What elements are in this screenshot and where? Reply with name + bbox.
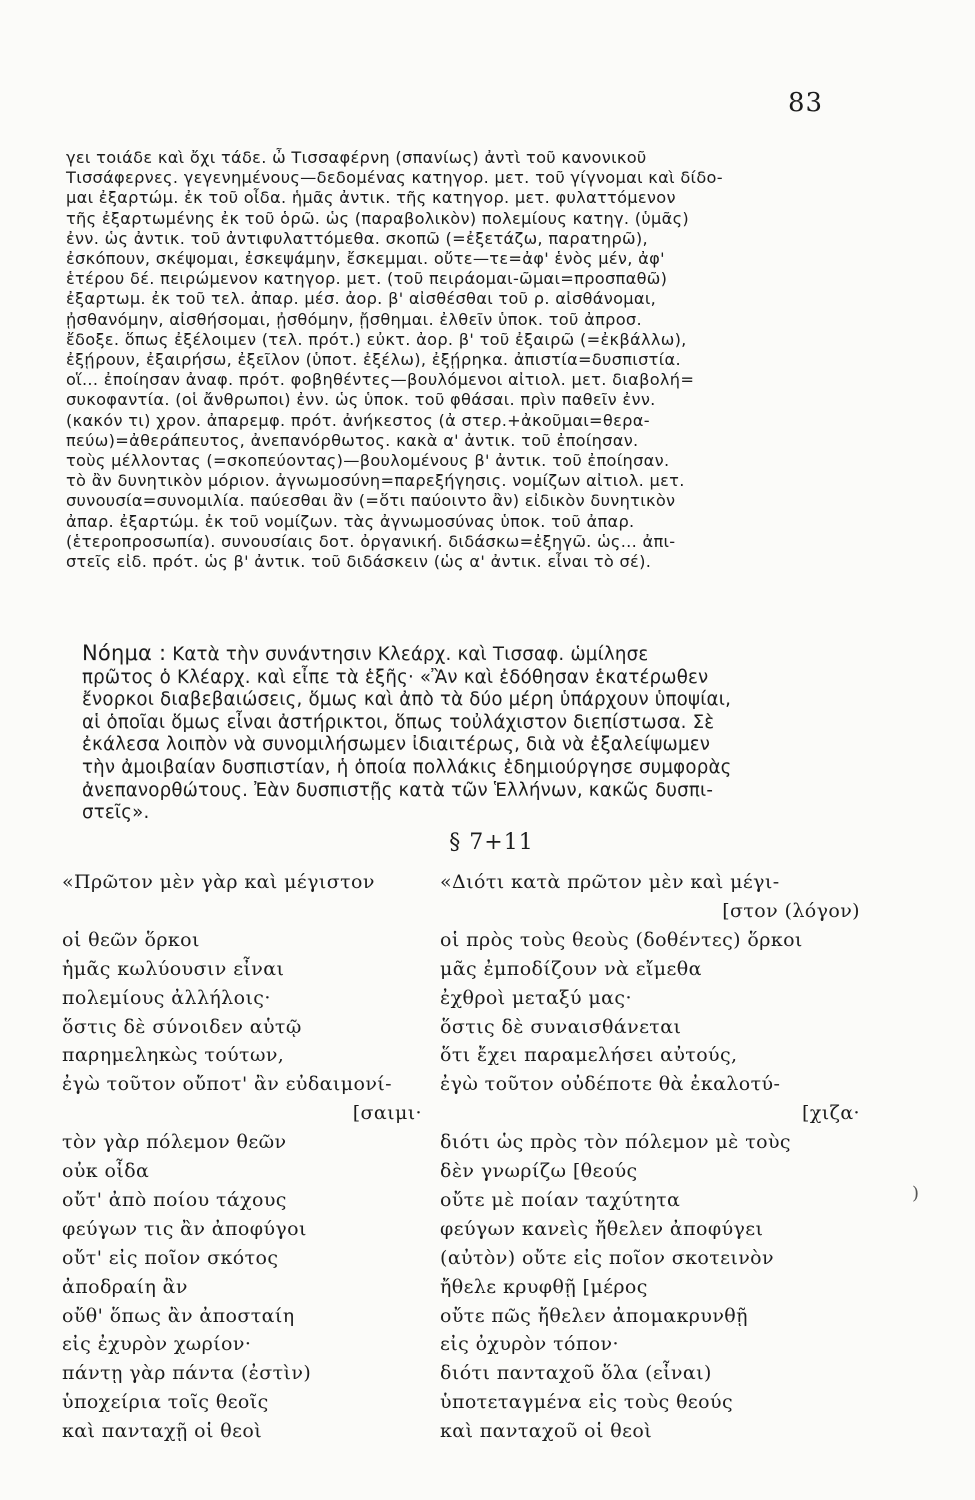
commentary-line: ἀπαρ. ἐξαρτώμ. ἐκ τοῦ νομίζων. τὰς ἀγνωμοσύνας ὑποκ. τοῦ ἀπαρ. (66, 511, 635, 531)
commentary-line: (ἑτεροπροσωπία). συνουσίαις δοτ. ὀργανική. διδάσκω=ἐξηγῶ. ὡς... ἀπι- (66, 531, 676, 551)
commentary-line: ἐξῄρουν, ἐξαιρήσω, ἐξεῖλον (ὑποτ. ἐξέλω), ἐξῄρηκα. ἀπιστία=δυσπιστία. (66, 350, 681, 370)
translation-line: (αὐτὸν) οὔτε εἰς ποῖον σκοτεινὸν (440, 1246, 774, 1269)
commentary-line: τὸ ἂν δυνητικὸν μόριον. ἀγνωμοσύνη=παρεξήγησις. νομίζων αἰτιολ. μετ. (66, 471, 685, 491)
greek-verse-line: οὔτ' ἀπὸ ποίου τάχους (62, 1188, 287, 1211)
greek-verse-line: ἀποδραίη ἂν (62, 1275, 188, 1298)
summary-line: αἱ ὁποῖαι ὅμως εἶναι ἀστήρικτοι, ὅπως τοὐλάχιστον διεπίστωσα. Σὲ (82, 711, 715, 733)
commentary-line: συνουσία=συνομιλία. παύεσθαι ἂν (=ὅτι παύοιντο ἂν) εἰδικὸν δυνητικὸν (66, 491, 676, 511)
translation-line: οὔτε πῶς ἤθελεν ἀπομακρυνθῇ (440, 1304, 748, 1327)
commentary-line: ἐξαρτωμ. ἐκ τοῦ τελ. ἀπαρ. μέσ. ἀορ. β' αἰσθέσθαι τοῦ ρ. αἰσθάνομαι, (66, 289, 657, 309)
translation-line: δὲν γνωρίζω [θεούς (440, 1160, 638, 1182)
commentary-line: τῆς ἐξαρτωμένης ἐκ τοῦ ὁρῶ. ὡς (παραβολικὸν) πολεμίους κατηγ. (ὑμᾶς) (66, 208, 690, 228)
commentary-line: ἐνν. ὡς ἀντικ. τοῦ ἀντιφυλαττόμεθα. σκοπῶ (=ἐξετάζω, παρατηρῶ), (66, 228, 648, 248)
greek-verse-line: οὔτ' εἰς ποῖον σκότος (62, 1246, 279, 1269)
commentary-line: συκοφαντία. (οἱ ἄνθρωποι) ἐνν. ὡς ὑποκ. τοῦ φθάσαι. πρὶν παθεῖν ἐνν. (66, 390, 656, 410)
greek-verse-line: τὸν γὰρ πόλεμον θεῶν (62, 1131, 287, 1154)
greek-verse-line: πάντῃ γὰρ πάντα (ἐστὶν) (62, 1362, 312, 1385)
commentary-line: (κακόν τι) χρον. ἀπαρεμφ. πρότ. ἀνήκεστος (ἀ στερ.+ἀκοῦμαι=θερα- (66, 410, 650, 430)
greek-verse-line: [σαιμι· (352, 1102, 422, 1125)
commentary-line: ᾐσθανόμην, αἰσθήσομαι, ᾐσθόμην, ᾔσθημαι. ἐλθεῖν ὑποκ. τοῦ ἀπροσ. (66, 309, 642, 329)
section-heading-text: § 7+11 (449, 830, 534, 855)
translation-line: καὶ πανταχοῦ οἱ θεοὶ (440, 1420, 653, 1443)
greek-verse-line: «Πρῶτον μὲν γὰρ καὶ μέγιστον (62, 871, 375, 893)
commentary-line: μαι ἐξαρτώμ. ἐκ τοῦ οἶδα. ἡμᾶς ἀντικ. τῆς κατηγορ. μετ. φυλαττόμενον (66, 188, 676, 208)
commentary-line: οἵ... ἐποίησαν ἀναφ. πρότ. φοβηθέντες—βουλόμενοι αἰτιολ. μετ. διαβολή= (66, 370, 695, 390)
commentary-line: γει τοιάδε καὶ ὄχι τάδε. ὦ Τισσαφέρνη (σπανίως) ἀντὶ τοῦ κανονικοῦ (66, 148, 647, 167)
translation-line: φεύγων κανεὶς ἤθελεν ἀποφύγει (440, 1217, 764, 1240)
greek-verse-line: οὐκ οἶδα (62, 1160, 150, 1182)
summary-line: πρῶτος ὁ Κλέαρχ. καὶ εἶπε τὰ ἑξῆς· «Ἂν καὶ ἐδόθησαν ἑκατέρωθεν (82, 666, 709, 688)
translation-line: οὔτε μὲ ποίαν ταχύτητα (440, 1188, 681, 1211)
page-number: 83 (788, 88, 824, 118)
translation-line: ἐγὼ τοῦτον οὐδέποτε θὰ ἐκαλοτύ- (440, 1073, 781, 1096)
translation-line: μᾶς ἐμποδίζουν νὰ εἴμεθα (440, 957, 702, 980)
summary-line: τὴν ἀμοιβαίαν δυσπιστίαν, ἡ ὁποία πολλάκις ἐδημιούργησε συμφορὰς (82, 756, 732, 778)
commentary-block (66, 148, 866, 572)
translation-line: διότι πανταχοῦ ὅλα (εἶναι) (440, 1362, 712, 1385)
greek-verse-line: ἐγὼ τοῦτον οὔποτ' ἂν εὐδαιμονί- (62, 1073, 392, 1096)
commentary-line: ἑτέρου δέ. πειρώμενον κατηγορ. μετ. (τοῦ πειράομαι-ῶμαι=προσπαθῶ) (66, 269, 668, 289)
translation-line: διότι ὡς πρὸς τὸν πόλεμον μὲ τοὺς (440, 1131, 791, 1154)
greek-verse-line: οὔθ' ὅπως ἂν ἀποσταίη (62, 1304, 295, 1327)
greek-verse-line: οἱ θεῶν ὅρκοι (62, 928, 200, 951)
summary-text: Κατὰ τὴν συνάντησιν Κλεάρχ. καὶ Τισσαφ. ὡμίλησε (172, 644, 649, 665)
translation-line: ἤθελε κρυφθῇ [μέρος (440, 1275, 648, 1298)
section-heading (0, 830, 975, 855)
summary-line: στεῖς». (82, 802, 150, 824)
greek-verse-line: πολεμίους ἀλλήλοις· (62, 986, 271, 1009)
commentary-line: στεῖς εἰδ. πρότ. ὡς β' ἀντικ. τοῦ διδάσκειν (ὡς α' ἀντικ. εἶναι τὸ σέ). (66, 552, 652, 572)
margin-mark: ) (912, 1183, 920, 1204)
commentary-line: τοὺς μέλλοντας (=σκοπεύοντας)—βουλομένους β' ἀντικ. τοῦ ἐποίησαν. (66, 451, 670, 471)
translation-line: «Διότι κατὰ πρῶτον μὲν καὶ μέγι- (440, 871, 780, 893)
greek-verse-line: παρημεληκὼς τούτων, (62, 1044, 285, 1067)
translation-line: οἱ πρὸς τοὺς θεοὺς (δοθέντες) ὅρκοι (440, 928, 803, 951)
greek-verse-line: καὶ πανταχῇ οἱ θεοὶ (62, 1420, 263, 1443)
greek-verse-line: ὑποχείρια τοῖς θεοῖς (62, 1391, 269, 1414)
translation-line: [χιζα· (802, 1102, 860, 1125)
commentary-line: Τισσάφερνες. γεγενημένους—δεδομένας κατηγορ. μετ. τοῦ γίγνομαι καὶ δίδο- (66, 168, 723, 188)
commentary-line: ἔδοξε. ὅπως ἐξέλοιμεν (τελ. πρότ.) εὐκτ. ἀορ. β' τοῦ ἐξαιρῶ (=ἐκβάλλω), (66, 329, 687, 349)
summary-line: ἔνορκοι διαβεβαιώσεις, ὅμως καὶ ἀπὸ τὰ δύο μέρη ὑπάρχουν ὑποψίαι, (82, 689, 732, 711)
greek-verse-line: ἡμᾶς κωλύουσιν εἶναι (62, 957, 285, 980)
greek-verse-line: εἰς ἐχυρὸν χωρίον· (62, 1333, 252, 1356)
translation-line: ἐχθροὶ μεταξύ μας· (440, 986, 632, 1009)
summary-line: ἀνεπανορθώτους. Ἐὰν δυσπιστῇς κατὰ τῶν Ἑλλήνων, κακῶς δυσπι- (82, 779, 714, 801)
greek-verse-line: φεύγων τις ἂν ἀποφύγοι (62, 1217, 307, 1240)
translation-line: [στον (λόγον) (722, 899, 860, 922)
summary-first-line (82, 642, 882, 667)
summary-line: ἐκάλεσα λοιπὸν νὰ συνομιλήσωμεν ἰδιαιτέρως, διὰ νὰ ἐξαλείψωμεν (82, 734, 711, 756)
translation-line: ὑποτεταγμένα εἰς τοὺς θεούς (440, 1391, 734, 1414)
summary-label: Νόημα : (82, 641, 167, 665)
translation-line: εἰς ὀχυρὸν τόπον· (440, 1333, 619, 1356)
summary-block (82, 642, 882, 825)
commentary-line: ἐσκόπουν, σκέψομαι, ἐσκεψάμην, ἔσκεμμαι. οὔτε—τε=ἀφ' ἑνὸς μέν, ἀφ' (66, 249, 665, 269)
commentary-line: πεύω)=ἀθεράπευτος, ἀνεπανόρθωτος. κακὰ α' ἀντικ. τοῦ ἐποίησαν. (66, 430, 639, 450)
greek-verse-line: ὅστις δὲ σύνοιδεν αὑτῷ (62, 1015, 302, 1038)
translation-line: ὅτι ἔχει παραμελήσει αὐτούς, (440, 1044, 738, 1067)
translation-line: ὅστις δὲ συναισθάνεται (440, 1015, 682, 1038)
